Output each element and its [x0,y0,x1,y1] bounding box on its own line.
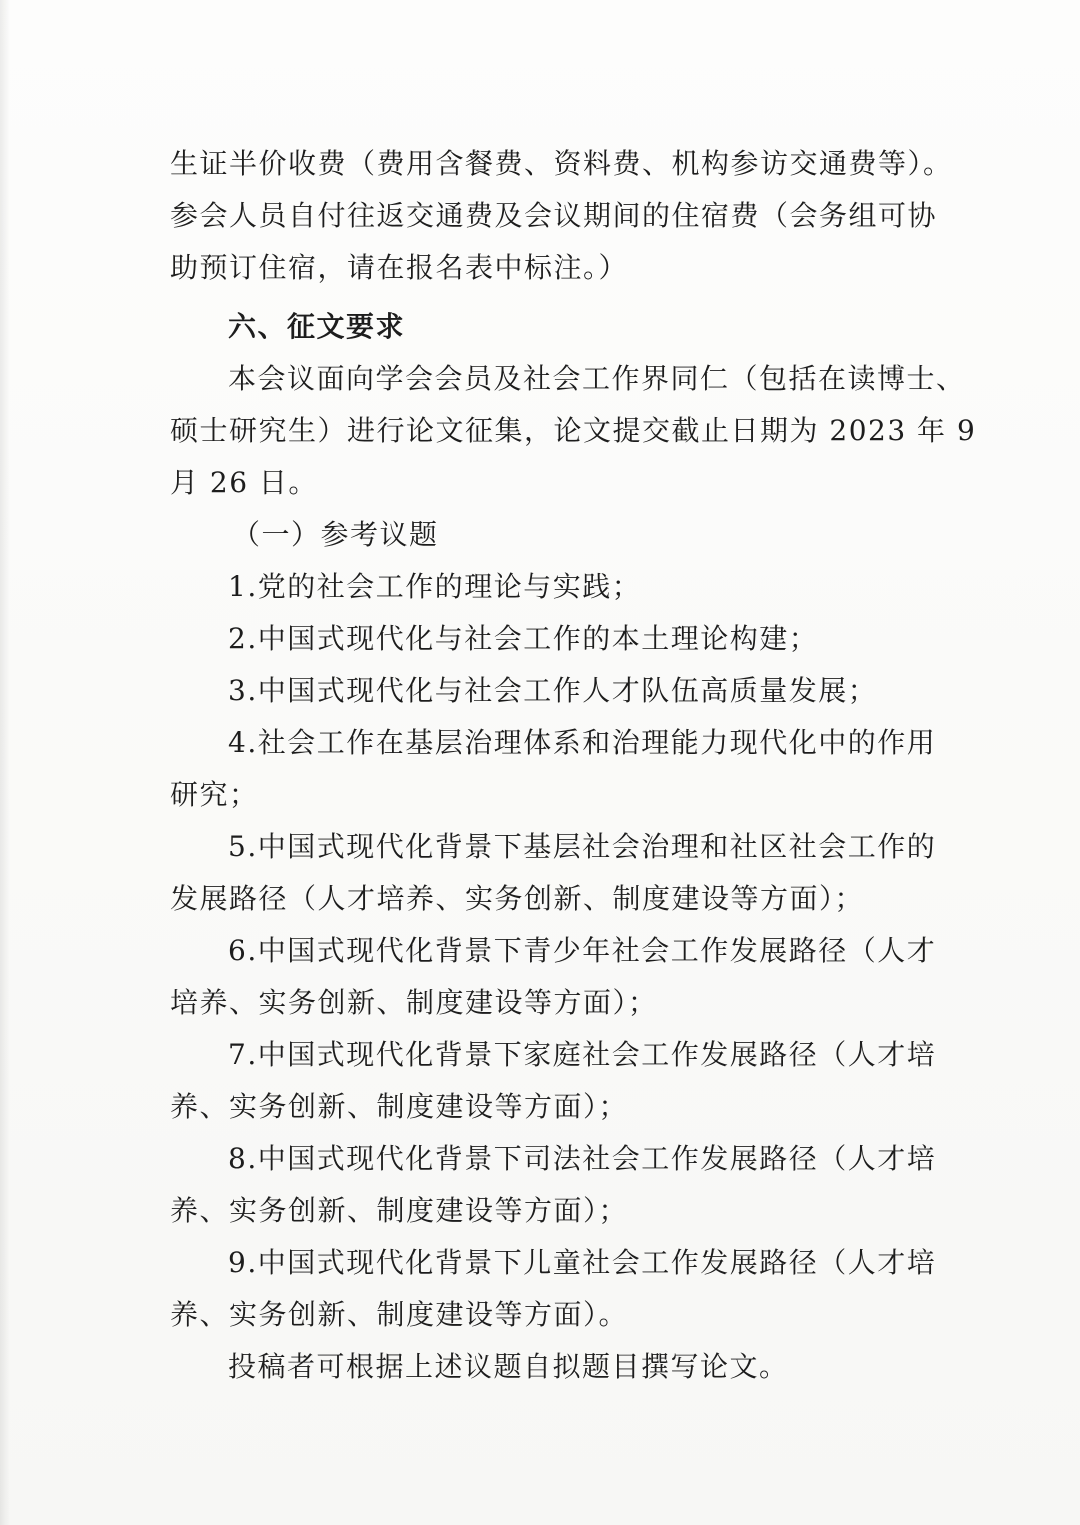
body-line: 参会人员自付往返交通费及会议期间的住宿费（会务组可协 [170,199,938,232]
paragraph-line: 9.中国式现代化背景下儿童社会工作发展路径（人才培 [228,1246,937,1279]
paragraph-line: 5.中国式现代化背景下基层社会治理和社区社会工作的 [228,830,937,863]
paragraph-line: 8.中国式现代化背景下司法社会工作发展路径（人才培 [228,1142,937,1175]
body-line: 生证半价收费（费用含餐费、资料费、机构参访交通费等）。 [170,147,953,180]
paragraph-line: 3.中国式现代化与社会工作人才队伍高质量发展； [228,674,878,707]
body-line: 助预订住宿，请在报名表中标注。） [170,251,629,284]
paragraph-line: 2.中国式现代化与社会工作的本土理论构建； [228,622,819,655]
paragraph-line: 7.中国式现代化背景下家庭社会工作发展路径（人才培 [228,1038,937,1071]
body-line: 养、实务创新、制度建设等方面）； [170,1090,629,1123]
paragraph-line: 投稿者可根据上述议题自拟题目撰写论文。 [228,1350,789,1383]
paragraph-line: 4.社会工作在基层治理体系和治理能力现代化中的作用 [228,726,937,759]
subsection-heading: （一）参考议题 [232,518,439,551]
paragraph-line: 1.党的社会工作的理论与实践； [228,570,642,603]
body-line: 发展路径（人才培养、实务创新、制度建设等方面）； [170,882,865,915]
body-line: 培养、实务创新、制度建设等方面）； [170,986,658,1019]
section-heading: 六、征文要求 [228,310,406,343]
document-body [170,138,977,1393]
paragraph-line: 6.中国式现代化背景下青少年社会工作发展路径（人才 [228,934,937,967]
scan-edge-shadow [0,0,10,1525]
body-line: 硕士研究生）进行论文征集，论文提交截止日期为 2023 年 9 [170,414,977,447]
body-line: 研究； [170,778,259,811]
body-line: 养、实务创新、制度建设等方面）。 [170,1298,629,1331]
body-line: 养、实务创新、制度建设等方面）； [170,1194,629,1227]
paragraph-line: 本会议面向学会会员及社会工作界同仁（包括在读博士、 [228,362,966,395]
body-line: 月 26 日。 [170,466,318,499]
